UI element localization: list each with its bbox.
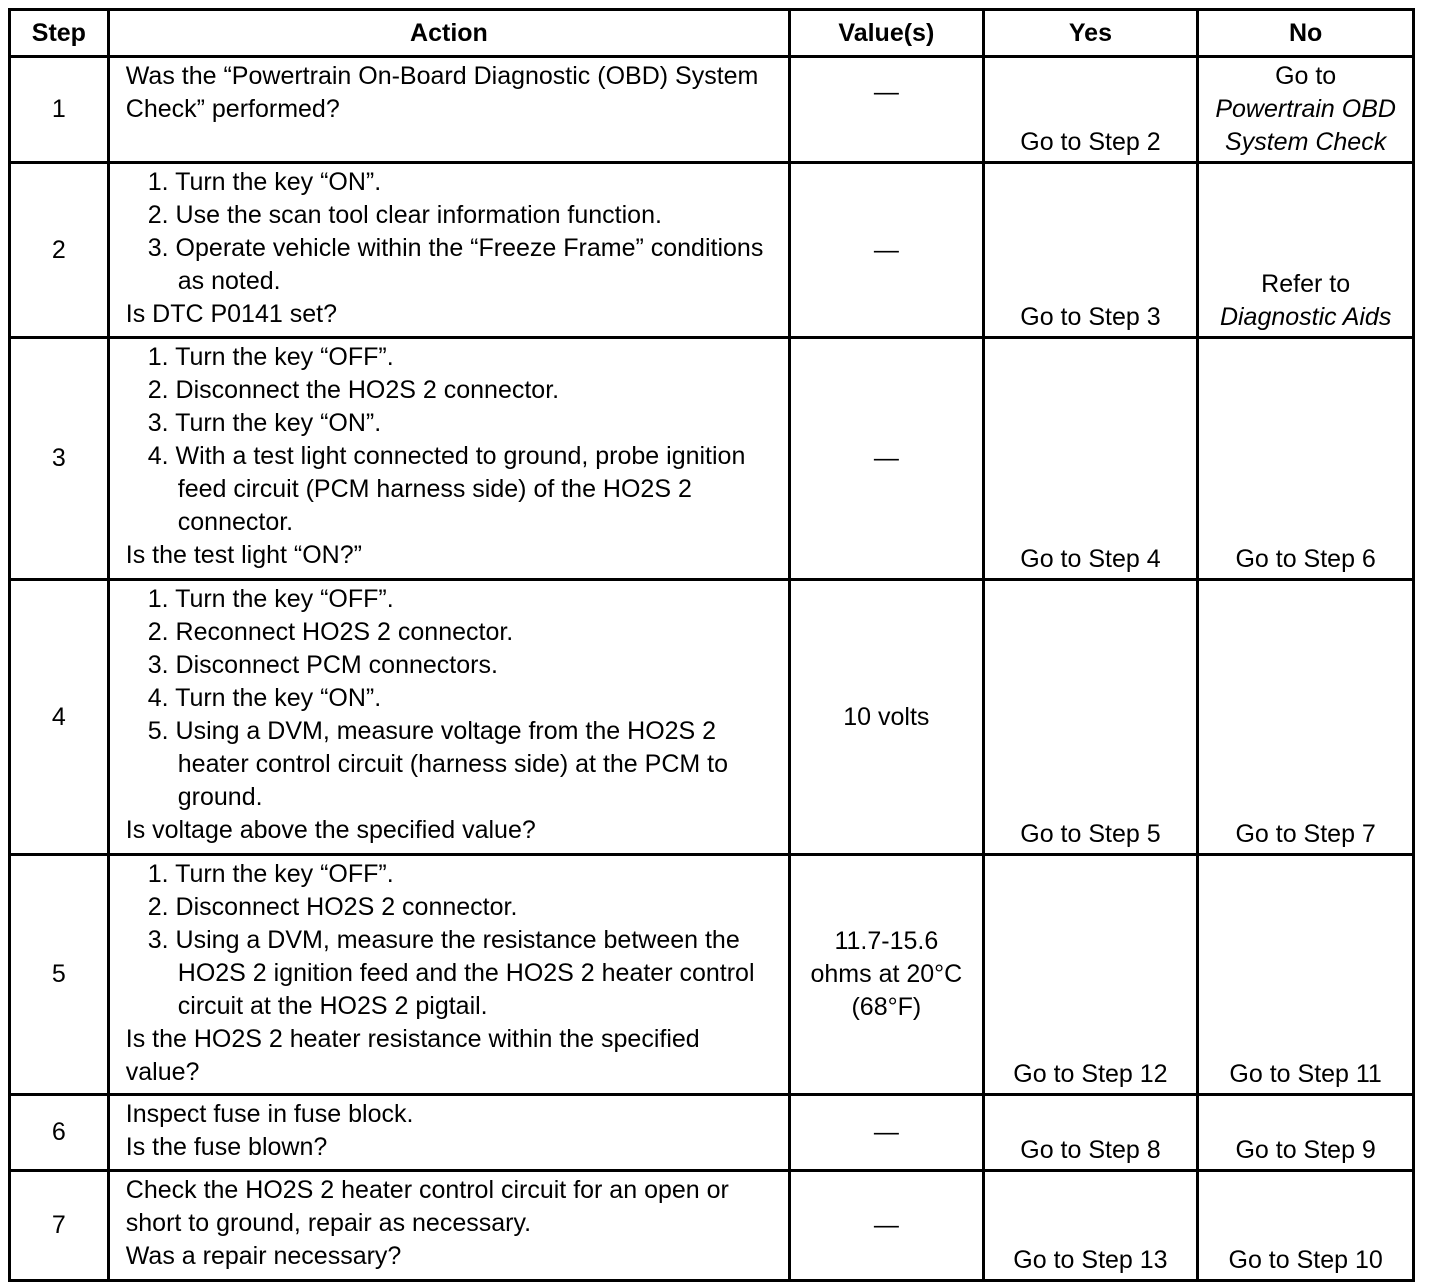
action-step: 4. Turn the key “ON”. [147,684,382,712]
value-text: — [873,1211,899,1239]
table-row [10,580,1414,855]
action-steps [126,341,774,539]
no-reference: Diagnostic Aids [1219,303,1392,331]
value-text: — [873,235,899,264]
no-reference: Powertrain OBD System Check [1215,95,1396,156]
value-text: 10 volts [843,702,930,731]
step-number: 5 [10,855,109,1095]
value-cell [790,855,984,1095]
action-cell [108,163,789,338]
action-step: 1. Turn the key “OFF”. [147,860,394,888]
header-values: Value(s) [790,10,984,57]
action-step: 4. With a test light connected to ground, probe ignition feed circuit (PCM harness side) of the HO2S 2 connector. [147,442,746,536]
action-text: Inspect fuse in fuse block. [125,1100,414,1128]
no-prefix: Go to [1275,62,1337,90]
action-step: 1. Turn the key “OFF”. [147,343,394,371]
action-cell [108,57,789,163]
step-number: 7 [10,1171,109,1281]
action-steps [126,583,774,814]
action-cell [108,1095,789,1171]
yes-cell: Go to Step 3 [983,163,1198,338]
table-row [10,1171,1414,1281]
step-number: 4 [10,580,109,855]
action-question: Is voltage above the specified value? [125,816,536,844]
action-question: Is DTC P0141 set? [125,300,337,328]
action-step: 5. Using a DVM, measure voltage from the HO2S 2 heater control circuit (harness side) at the PCM to ground. [147,717,728,811]
table-row [10,338,1414,580]
action-step: 2. Reconnect HO2S 2 connector. [147,618,514,646]
action-steps [126,166,774,298]
action-step: 3. Using a DVM, measure the resistance between the HO2S 2 ignition feed and the HO2S 2 heater control circuit at the HO2S 2 pigtail. [147,926,755,1020]
value-text: — [873,78,899,106]
yes-cell: Go to Step 8 [983,1095,1198,1171]
action-question: Is the test light “ON?” [125,541,362,569]
no-cell: Go to Step 11 [1198,855,1414,1095]
value-cell [790,1171,984,1281]
action-steps [126,858,774,1023]
value-text: — [873,1118,899,1146]
header-no: No [1198,10,1414,57]
step-number: 3 [10,338,109,580]
no-cell: Go to Step 10 [1198,1171,1414,1281]
action-cell [108,855,789,1095]
action-text: Check the HO2S 2 heater control circuit for an open or short to ground, repair as necessary. [125,1176,729,1237]
action-step: 2. Use the scan tool clear information function. [147,201,662,229]
no-cell [1198,57,1414,163]
header-yes: Yes [983,10,1198,57]
yes-cell: Go to Step 13 [983,1171,1198,1281]
action-cell [108,1171,789,1281]
action-step: 3. Operate vehicle within the “Freeze Frame” conditions as noted. [147,234,764,295]
value-line: ohms at 20°C [810,960,963,988]
action-step: 2. Disconnect HO2S 2 connector. [147,893,518,921]
no-cell [1198,163,1414,338]
no-cell: Go to Step 7 [1198,580,1414,855]
header-row [10,10,1414,57]
table-row [10,855,1414,1095]
action-cell [108,338,789,580]
no-cell: Go to Step 9 [1198,1095,1414,1171]
table-row [10,1095,1414,1171]
no-prefix: Refer to [1261,270,1351,298]
value-text: — [873,444,899,472]
table-row [10,57,1414,163]
action-text: Was the “Powertrain On-Board Diagnostic (OBD) System Check” performed? [125,62,759,123]
action-step: 1. Turn the key “ON”. [147,168,382,196]
step-number: 2 [10,163,109,338]
diagnostic-table [8,8,1415,1282]
no-cell: Go to Step 6 [1198,338,1414,580]
action-step: 1. Turn the key “OFF”. [147,585,394,613]
action-cell [108,580,789,855]
action-question: Was a repair necessary? [125,1242,402,1270]
step-number: 1 [10,57,109,163]
yes-cell: Go to Step 4 [983,338,1198,580]
value-line: 11.7-15.6 [834,927,939,955]
action-step: 3. Disconnect PCM connectors. [147,651,498,679]
action-question: Is the HO2S 2 heater resistance within the specified value? [125,1025,700,1086]
table-row [10,163,1414,338]
value-line: (68°F) [851,993,922,1021]
value-cell [790,580,984,855]
step-number: 6 [10,1095,109,1171]
action-step: 3. Turn the key “ON”. [147,409,382,437]
header-action: Action [108,10,789,57]
header-step: Step [10,10,109,57]
yes-cell: Go to Step 12 [983,855,1198,1095]
action-step: 2. Disconnect the HO2S 2 connector. [147,376,560,404]
yes-cell: Go to Step 2 [983,57,1198,163]
action-question: Is the fuse blown? [125,1133,328,1161]
value-cell [790,1095,984,1171]
value-cell [790,163,984,338]
yes-cell: Go to Step 5 [983,580,1198,855]
value-cell [790,57,984,163]
value-cell [790,338,984,580]
